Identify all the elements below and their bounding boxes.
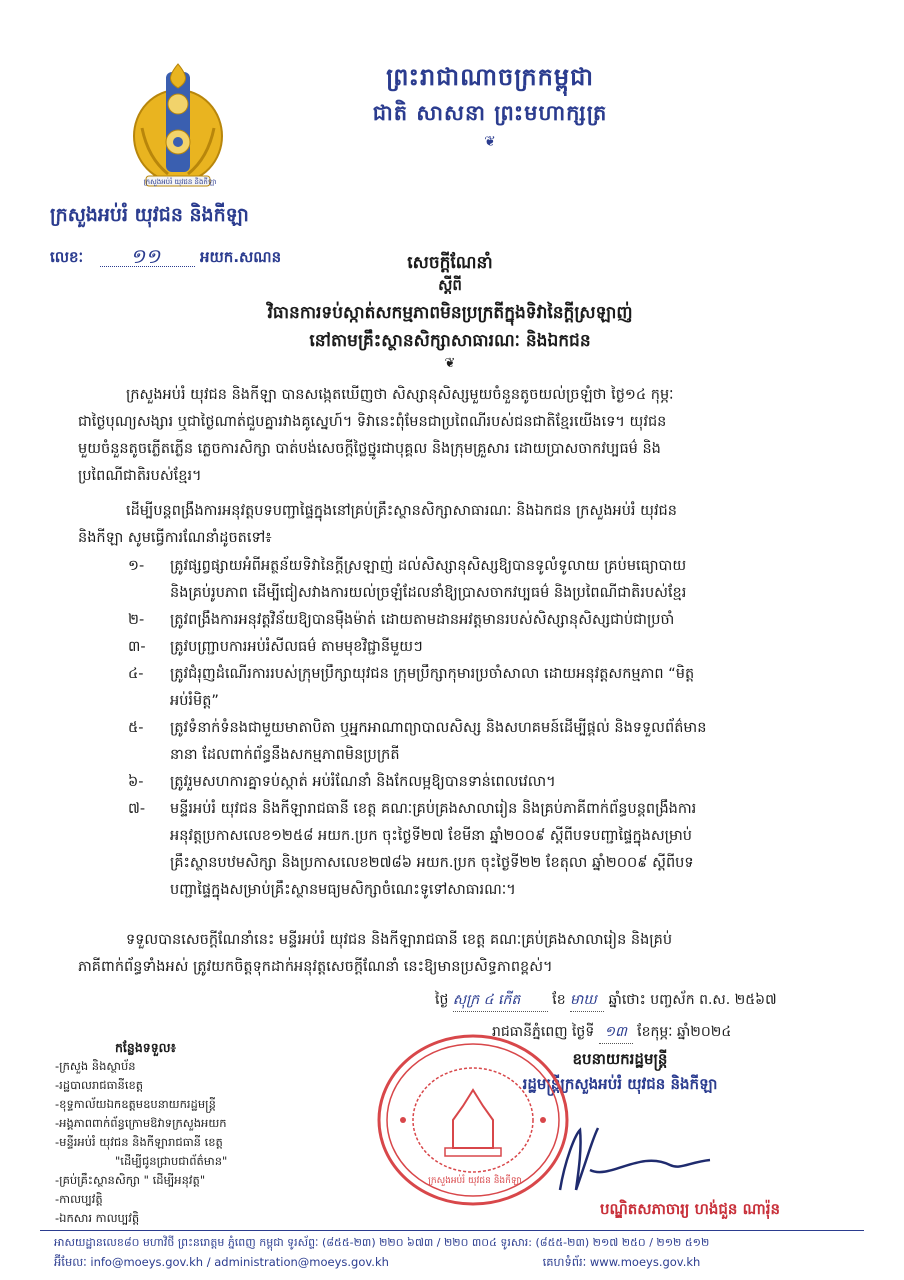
signatory-name: បណ្ឌិតសភាចារ្យ ហង់ជួន ណារ៉ុន bbox=[599, 1200, 781, 1218]
recipient-item: -គ្រប់គ្រឹះស្ថានសិក្សា " ដើម្បីអនុវត្ត" bbox=[55, 1173, 206, 1187]
kingdom-heading: ព្រះរាជាណាចក្រកម្ពុជា bbox=[386, 63, 594, 91]
item-number: ៥- bbox=[128, 720, 144, 736]
closing-line: ភាគីពាក់ព័ន្ធទាំងអស់ ត្រូវយកចិត្តទុកដាក់អនុវត្តសេចក្តីណែនាំ នេះឱ្យមានប្រសិទ្ធភាពខ្ពស់។ bbox=[78, 959, 553, 975]
lunar-month-label: ខែ bbox=[552, 992, 566, 1008]
footer-email-link[interactable]: info@moeys.gov.kh / administration@moeys.gov.kh bbox=[90, 1255, 389, 1269]
title-about: ស្តីពី bbox=[438, 276, 462, 294]
item-text: នានា ដែលពាក់ព័ន្ធនឹងសកម្មភាពមិនប្រក្រតី bbox=[170, 747, 400, 763]
title-subject-line1: វិធានការទប់ស្កាត់សកម្មភាពមិនប្រក្រតីក្នុងទិវានៃក្តីស្រឡាញ់ bbox=[267, 303, 633, 323]
item-text: អប់រំមិត្ត” bbox=[170, 693, 219, 709]
footer-website-label: គេហទំព័រៈ bbox=[542, 1255, 587, 1269]
solar-date-prefix: រាជធានីភ្នំពេញ ថ្ងៃទី bbox=[492, 1024, 595, 1040]
recipient-item: -អង្គភាពពាក់ព័ន្ធក្រោមឱវាទក្រសួងអយក bbox=[55, 1116, 227, 1130]
item-number: ២- bbox=[128, 612, 145, 628]
closing-line: ទទួលបានសេចក្តីណែនាំនេះ មន្ទីរអប់រំ យុវជន និងកីឡារាជធានី ខេត្ត គណៈគ្រប់គ្រងសាលារៀន និងគ្រប់ bbox=[126, 932, 673, 948]
recipients-heading: កន្លែងទទួល៖ bbox=[115, 1040, 177, 1055]
ministry-emblem bbox=[128, 58, 228, 198]
lunar-date-handwritten: សុក្រ ៤ កើត bbox=[453, 990, 548, 1012]
item-text: ត្រូវរួមសហការគ្នាទប់ស្កាត់ អប់រំណែនាំ និងកែលម្អឱ្យបានទាន់ពេលវេលា។ bbox=[170, 774, 556, 790]
recipient-item: -ខុទ្ទកាល័យឯកឧត្តមឧបនាយករដ្ឋមន្ត្រី bbox=[55, 1097, 216, 1111]
item-number: ៧- bbox=[128, 801, 146, 817]
title-subject-line2: នៅតាមគ្រឹះស្ថានសិក្សាសាធារណៈ និងឯកជន bbox=[309, 331, 591, 351]
footer-contacts bbox=[54, 1255, 874, 1272]
intro-line: ប្រពៃណីជាតិរបស់ខ្មែរ។ bbox=[78, 468, 202, 484]
intro-line: មួយចំនួនតូចភ្លើតភ្លើន ភ្លេចការសិក្សា បាត់បង់សេចក្តីថ្លៃថ្នូរជាបុគ្គល និងក្រុមគ្រួសារ ដោយប្រាសចាកវប្បធម៌ និង bbox=[78, 441, 661, 457]
recipient-item: -ក្រសួង និងស្ថាប័ន bbox=[55, 1059, 136, 1073]
intro-line: ជាថ្ងៃបុណ្យសង្សារ ឬជាថ្ងៃណាត់ជួបគ្នារវាងគូស្នេហ៍។ ទិវានេះពុំមែនជាប្រពៃណីរបស់ជនជាតិខ្មែរយើងទេ។ យុវជន bbox=[78, 414, 667, 430]
item-text: ត្រូវទំនាក់ទំនងជាមួយមាតាបិតា ឬអ្នកអាណាព្យាបាលសិស្ស និងសហគមន៍ដើម្បីផ្តល់ និងទទួលព័ត៌មាន bbox=[170, 720, 707, 736]
seal-ring-text: ក្រសួងអប់រំ យុវជន និងកីឡា bbox=[428, 1176, 522, 1186]
signatory-title: ឧបនាយករដ្ឋមន្ត្រី bbox=[572, 1050, 668, 1068]
item-number: ៤- bbox=[128, 666, 144, 682]
footer-address: អាសយដ្ឋានលេខ៨០ មហាវិថី ព្រះនរោត្តម ភ្នំពេញ កម្ពុជា ទូរស័ព្ទៈ (៨៥៥-២៣) ២២០ ៦៧៣ / ២២០ ៣០៤ ទូរសារ: (៨៥៥-២៣) ២១៧ ២៥០ / ២១២ ៥១២ bbox=[54, 1236, 710, 1249]
list-item bbox=[128, 769, 858, 796]
item-text: បញ្ជាផ្ទៃក្នុងសម្រាប់គ្រឹះស្ថានមធ្យមសិក្សាចំណេះទូទៅសាធារណៈ។ bbox=[170, 882, 516, 898]
emblem-caption: ក្រសួងអប់រំ យុវជន និងកីឡា bbox=[143, 178, 217, 186]
footer-website-link[interactable]: www.moeys.gov.kh bbox=[589, 1255, 701, 1269]
handwritten-signature bbox=[520, 1120, 720, 1200]
ministry-name: ក្រសួងអប់រំ យុវជន និងកីឡា bbox=[50, 204, 249, 226]
recipient-item: -កាលប្បវត្តិ bbox=[55, 1192, 103, 1206]
signatory-position: រដ្ឋមន្ត្រីក្រសួងអប់រំ យុវជន និងកីឡា bbox=[522, 1075, 718, 1093]
solar-date-rest: ខែកុម្ភៈ ឆ្នាំ២០២៤ bbox=[637, 1024, 732, 1040]
lunar-date-rest: ឆ្នាំថោះ បញ្ចស័ក ព.ស. ២៥៦៧ bbox=[608, 992, 777, 1008]
recipient-item: -មន្ទីរអប់រំ យុវជន និងកីឡារាជធានី ខេត្ត bbox=[55, 1135, 223, 1149]
intro-line: ក្រសួងអប់រំ យុវជន និងកីឡា បានសង្កេតឃើញថា សិស្សានុសិស្សមួយចំនួនតូចយល់ច្រឡំថា ថ្ងៃ១៤ កុម្ភៈ bbox=[126, 387, 674, 403]
item-text: អនុវត្តប្រកាសលេខ១២៥៨ អយក.ប្រក ចុះថ្ងៃទី២៧ ខែមីនា ឆ្នាំ២០០៩ ស្តីពីបទបញ្ជាផ្ទៃក្នុងសម្រាប់ bbox=[170, 828, 692, 844]
lunar-date-prefix: ថ្ងៃ bbox=[435, 992, 449, 1008]
closing-paragraph bbox=[78, 927, 858, 981]
item-text: គ្រឹះស្ថានបឋមសិក្សា និងប្រកាសលេខ២៧៨៦ អយក.ប្រក ចុះថ្ងៃទី២២ ខែតុលា ឆ្នាំ២០០៩ ស្តីពីបទ bbox=[170, 855, 694, 871]
list-item bbox=[128, 715, 858, 769]
purpose-paragraph bbox=[78, 498, 858, 552]
recipient-item: "ដើម្បីជូនជ្រាបជាព័ត៌មាន" bbox=[115, 1154, 228, 1168]
national-motto: ជាតិ សាសនា ព្រះមហាក្សត្រ bbox=[372, 101, 608, 125]
list-item bbox=[128, 661, 858, 715]
doc-number-label: លេខៈ bbox=[50, 248, 84, 266]
purpose-line: និងកីឡា សូមធ្វើការណែនាំដូចតទៅ៖ bbox=[78, 530, 272, 546]
item-text: ត្រូវផ្សព្វផ្សាយអំពីអត្ថន័យទិវានៃក្តីស្រឡាញ់ ដល់សិស្សានុសិស្សឱ្យបានទូលំទូលាយ គ្រប់មធ្យោបាយ bbox=[170, 558, 687, 574]
item-number: ១- bbox=[128, 558, 145, 574]
recipient-item: -ឯកសារ កាលប្បវត្តិ bbox=[55, 1211, 140, 1225]
footer-email-label: អ៊ីមែលៈ bbox=[54, 1255, 87, 1269]
item-text: មន្ទីរអប់រំ យុវជន និងកីឡារាជធានី ខេត្ត គណៈគ្រប់គ្រងសាលារៀន និងគ្រប់ភាគីពាក់ព័ន្ធបន្តពង្រឹងការ bbox=[170, 801, 697, 817]
motto-ornament: ❦ bbox=[484, 134, 496, 150]
footer-divider bbox=[40, 1230, 864, 1231]
doc-number-value: ១១ bbox=[130, 244, 161, 268]
list-item bbox=[128, 553, 858, 607]
item-number: ៦- bbox=[128, 774, 144, 790]
lunar-month-handwritten: មាឃ bbox=[570, 990, 604, 1012]
purpose-line: ដើម្បីបន្តពង្រឹងការអនុវត្តបទបញ្ជាផ្ទៃក្នុងនៅគ្រប់គ្រឹះស្ថានសិក្សាសាធារណៈ និងឯកជន ក្រសួងអប់រំ យុវជន bbox=[126, 503, 677, 519]
list-item bbox=[128, 634, 858, 661]
document-title: សេចក្តីណែនាំ bbox=[407, 253, 493, 273]
recipients-block bbox=[55, 1038, 375, 1228]
lunar-date bbox=[435, 990, 777, 1012]
item-text: ត្រូវពង្រឹងការអនុវត្តវិន័យឱ្យបានម៉ឺងម៉ាត់ ដោយតាមដានអវត្តមានរបស់សិស្សានុសិស្សជាប់ជាប្រចាំ bbox=[170, 612, 675, 628]
recipient-item: -រដ្ឋបាលរាជធានីខេត្ត bbox=[55, 1078, 144, 1092]
item-number: ៣- bbox=[128, 639, 146, 655]
list-item bbox=[128, 796, 858, 904]
item-text: ត្រូវបញ្ជ្រាបការអប់រំសីលធម៌ តាមមុខវិជ្ជានីមួយៗ bbox=[170, 639, 423, 655]
intro-paragraph bbox=[78, 382, 858, 490]
list-item bbox=[128, 607, 858, 634]
doc-number-suffix: អយក.សណន bbox=[200, 248, 282, 266]
item-text: ត្រូវជំរុញដំណើរការរបស់ក្រុមប្រឹក្សាយុវជន ក្រុមប្រឹក្សាកុមារប្រចាំសាលា ដោយអនុវត្តសកម្មភាព “មិត្ត bbox=[170, 666, 695, 682]
solar-day-handwritten: ១៣ bbox=[599, 1022, 633, 1044]
item-text: និងគ្រប់រូបភាព ដើម្បីជៀសវាងការយល់ច្រឡំដែលនាំឱ្យប្រាសចាកវប្បធម៌ និងប្រពៃណីជាតិរបស់ខ្មែរ bbox=[170, 585, 687, 601]
title-ornament: ❦ bbox=[444, 356, 456, 371]
